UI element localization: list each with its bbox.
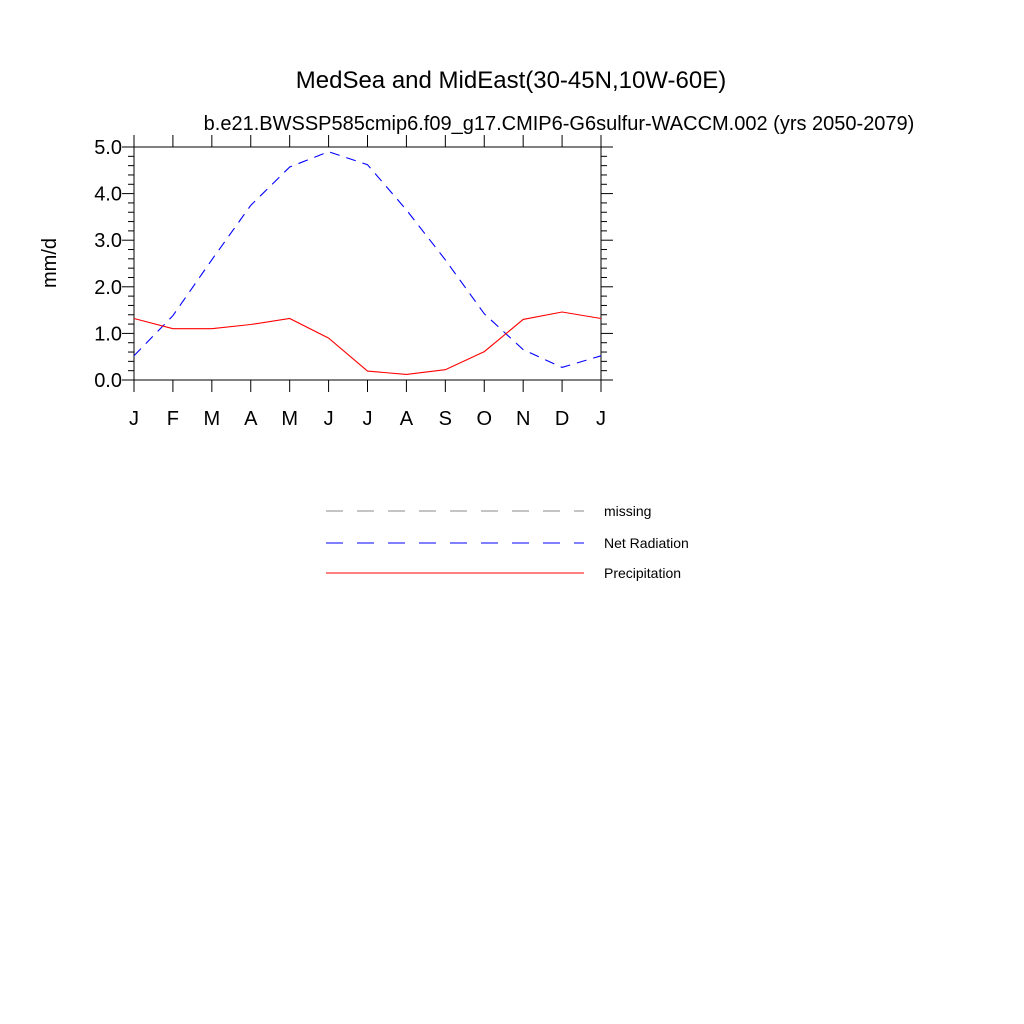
x-tick-label: S xyxy=(438,408,453,430)
x-tick-label: J xyxy=(129,408,139,430)
x-tick-label: F xyxy=(166,408,180,430)
y-tick-label: 3.0 xyxy=(94,230,122,253)
x-tick-label: A xyxy=(244,408,258,430)
x-tick-label: J xyxy=(596,408,606,430)
x-tick-label: O xyxy=(476,408,493,430)
x-tick-label: D xyxy=(554,408,570,430)
series-line-net-radiation xyxy=(134,152,601,368)
legend xyxy=(326,503,689,581)
x-tick-label: J xyxy=(323,408,334,430)
y-tick-label: 1.0 xyxy=(94,323,122,346)
y-axis-label: mm/d xyxy=(39,238,61,288)
x-tick-label: M xyxy=(203,408,221,430)
legend-label-precipitation: Precipitation xyxy=(604,565,682,581)
chart-title: MedSea and MidEast(30-45N,10W-60E) xyxy=(295,67,727,94)
y-tick-label: 4.0 xyxy=(94,183,122,206)
x-tick-label: M xyxy=(281,408,299,430)
plot-frame xyxy=(134,147,601,380)
x-tick-label: J xyxy=(362,408,373,430)
legend-label-missing: missing xyxy=(604,503,652,519)
y-tick-label: 5.0 xyxy=(94,137,122,159)
x-tick-label: N xyxy=(515,408,531,430)
chart-subtitle: b.e21.BWSSP585cmip6.f09_g17.CMIP6-G6sulfur-WACCM.002 (yrs 2050-2079) xyxy=(203,113,915,135)
plot-area xyxy=(94,135,613,430)
y-tick-label: 0.0 xyxy=(94,370,122,392)
y-tick-label: 2.0 xyxy=(94,276,122,299)
series-line-precipitation xyxy=(134,312,601,374)
legend-label-net-radiation: Net Radiation xyxy=(604,535,689,551)
x-tick-label: A xyxy=(399,408,414,430)
